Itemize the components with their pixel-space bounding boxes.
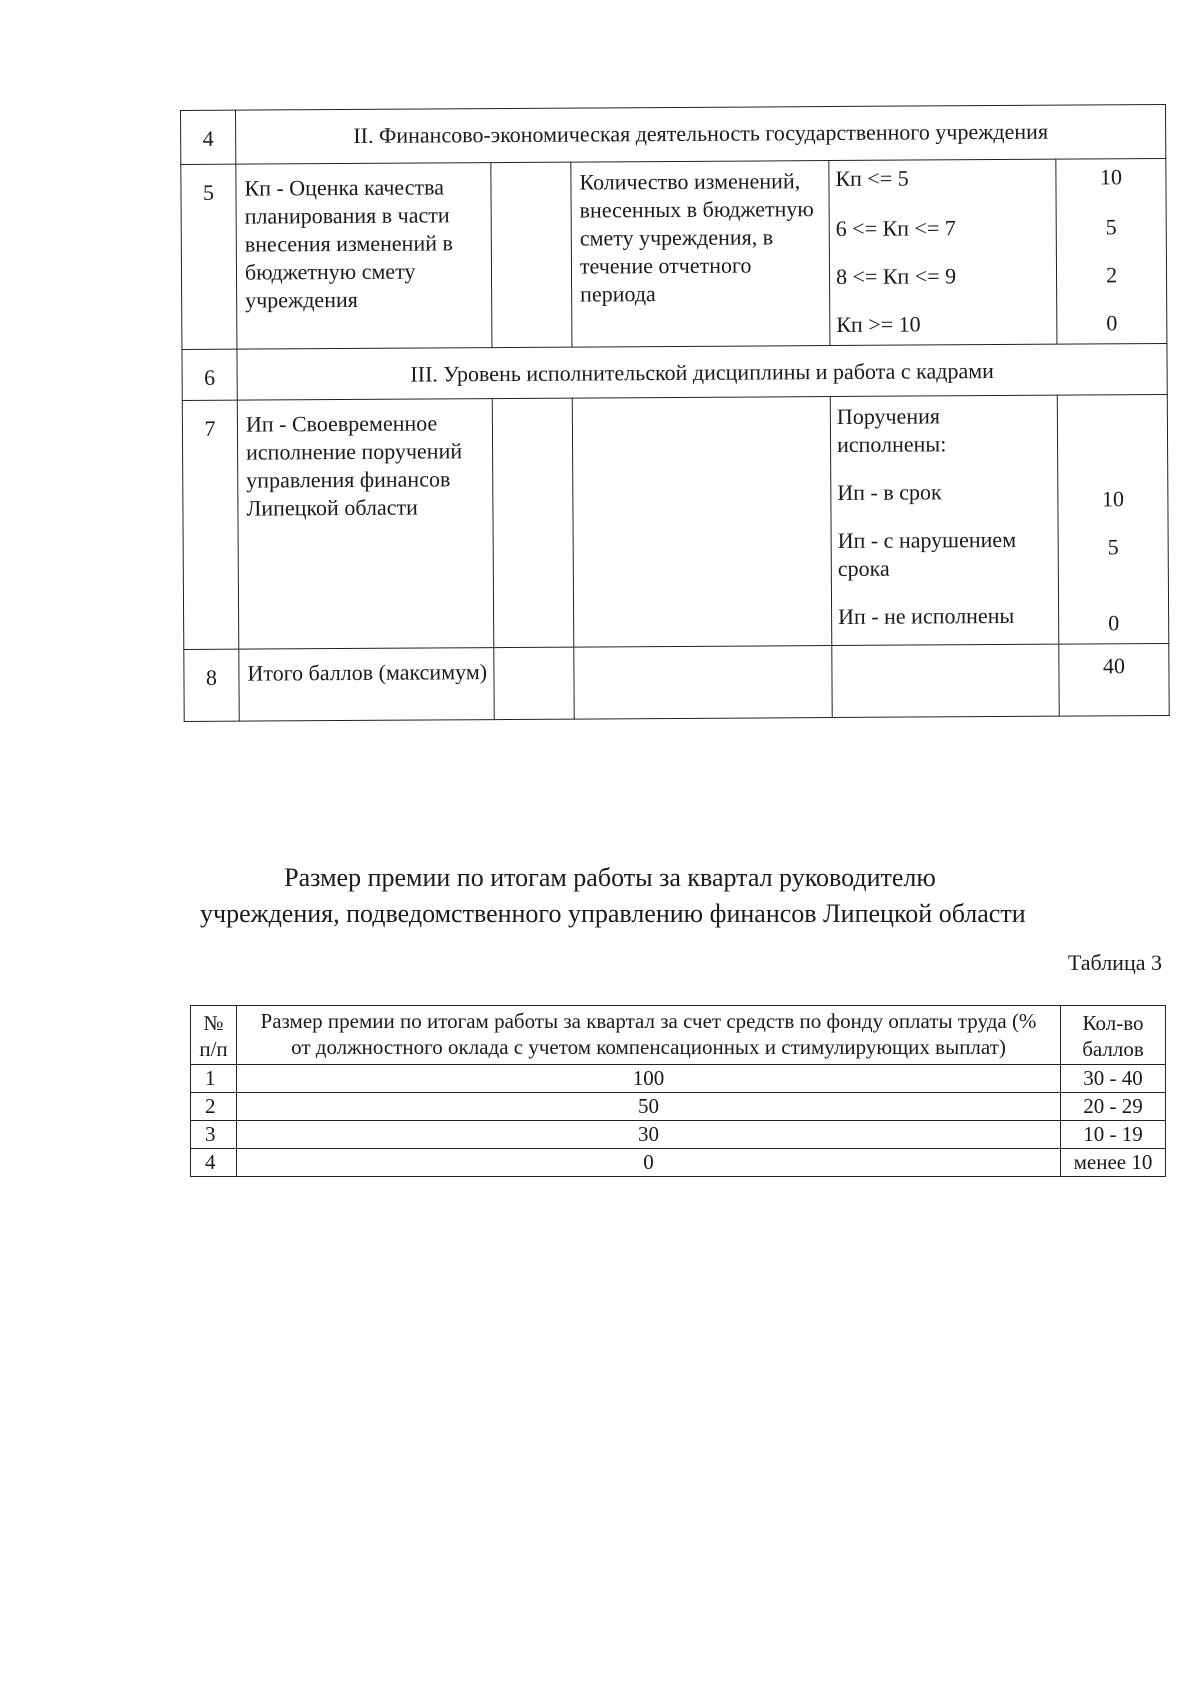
points-range: 10 - 19 bbox=[1061, 1121, 1166, 1149]
total-points: 40 bbox=[1059, 643, 1169, 716]
points-value: 2 bbox=[1105, 262, 1118, 288]
points-cell bbox=[1056, 158, 1167, 344]
section-title: II. Финансово-экономическая деятельность государственного учреждения bbox=[236, 104, 1166, 164]
indicator-row bbox=[182, 394, 1169, 649]
points-value: 10 bbox=[1101, 486, 1124, 512]
points-value: 5 bbox=[1107, 534, 1119, 560]
criteria-cell bbox=[829, 159, 1057, 345]
row-number: 7 bbox=[182, 400, 239, 649]
criterion: Кп >= 10 bbox=[836, 311, 921, 337]
row-number: 4 bbox=[191, 1149, 237, 1177]
points-cell bbox=[1057, 394, 1169, 644]
bonus-size: 100 bbox=[237, 1065, 1061, 1093]
section-row bbox=[182, 343, 1167, 400]
header-bonus-size: Размер премии по итогам работы за квартал за счет средств по фонду оплаты труда (% от должностного оклада с учетом компенсационных и стимулирующих выплат) bbox=[237, 1006, 1061, 1065]
total-row bbox=[184, 643, 1169, 721]
points-range: 30 - 40 bbox=[1061, 1065, 1166, 1093]
criteria-cell bbox=[830, 395, 1059, 645]
criterion: Ип - с нарушением срока bbox=[837, 526, 1017, 581]
section-heading bbox=[200, 860, 1026, 932]
table-row bbox=[191, 1065, 1166, 1093]
row-number: 4 bbox=[181, 110, 236, 164]
table-label: Таблица 3 bbox=[1067, 950, 1162, 975]
bonus-table bbox=[190, 1005, 1166, 1177]
row-number: 2 bbox=[191, 1093, 237, 1121]
row-number: 3 bbox=[191, 1121, 237, 1149]
criteria-header: Поручения исполнены: bbox=[836, 403, 947, 457]
table-row bbox=[191, 1093, 1166, 1121]
points-range: 20 - 29 bbox=[1061, 1093, 1166, 1121]
table-row bbox=[191, 1121, 1166, 1149]
points-value: 5 bbox=[1105, 214, 1117, 240]
section-title: III. Уровень исполнительской дисциплины и работа с кадрами bbox=[237, 343, 1167, 400]
header-points: Кол-во баллов bbox=[1061, 1006, 1166, 1065]
section-row bbox=[181, 104, 1166, 164]
row-number: 5 bbox=[181, 164, 237, 349]
points-value: 0 bbox=[1106, 310, 1118, 336]
criterion: 8 <= Кп <= 9 bbox=[835, 263, 957, 289]
header-number: № п/п bbox=[191, 1006, 237, 1065]
bonus-size: 0 bbox=[237, 1149, 1061, 1177]
row-number: 1 bbox=[191, 1065, 237, 1093]
indicator-row bbox=[181, 158, 1167, 349]
total-label: Итого баллов (максимум) bbox=[239, 648, 494, 722]
criterion: Ип - не исполнены bbox=[838, 602, 1015, 629]
table-row bbox=[191, 1149, 1166, 1177]
criterion: Ип - в срок bbox=[837, 479, 942, 505]
indicator-name: Кп - Оценка качества планирования в части внесения изменений в бюджетную смету учреждения bbox=[236, 163, 492, 350]
indicator-description bbox=[572, 397, 832, 648]
indicator-unit bbox=[491, 162, 572, 347]
criterion: 6 <= Кп <= 7 bbox=[835, 215, 956, 241]
points-value: 0 bbox=[1108, 610, 1120, 636]
criterion: Кп <= 5 bbox=[835, 165, 909, 191]
indicator-name: Ип - Своевременное исполнение поручений управления финансов Липецкой области bbox=[237, 399, 494, 650]
heading-line-1: Размер премии по итогам работы за квартал руководителю bbox=[284, 863, 936, 892]
indicator-unit bbox=[492, 398, 574, 647]
indicator-description: Количество изменений, внесенных в бюджетную смету учреждения, в течение отчетного периода bbox=[571, 161, 830, 348]
criteria-table bbox=[180, 104, 1170, 722]
row-number: 8 bbox=[184, 649, 239, 721]
bonus-size: 30 bbox=[237, 1121, 1061, 1149]
heading-line-2: учреждения, подведомственного управлению финансов Липецкой области bbox=[200, 899, 1026, 928]
points-range: менее 10 bbox=[1061, 1149, 1166, 1177]
table-header-row bbox=[191, 1006, 1166, 1065]
bonus-size: 50 bbox=[237, 1093, 1061, 1121]
row-number: 6 bbox=[182, 349, 237, 400]
points-value: 10 bbox=[1099, 164, 1123, 190]
